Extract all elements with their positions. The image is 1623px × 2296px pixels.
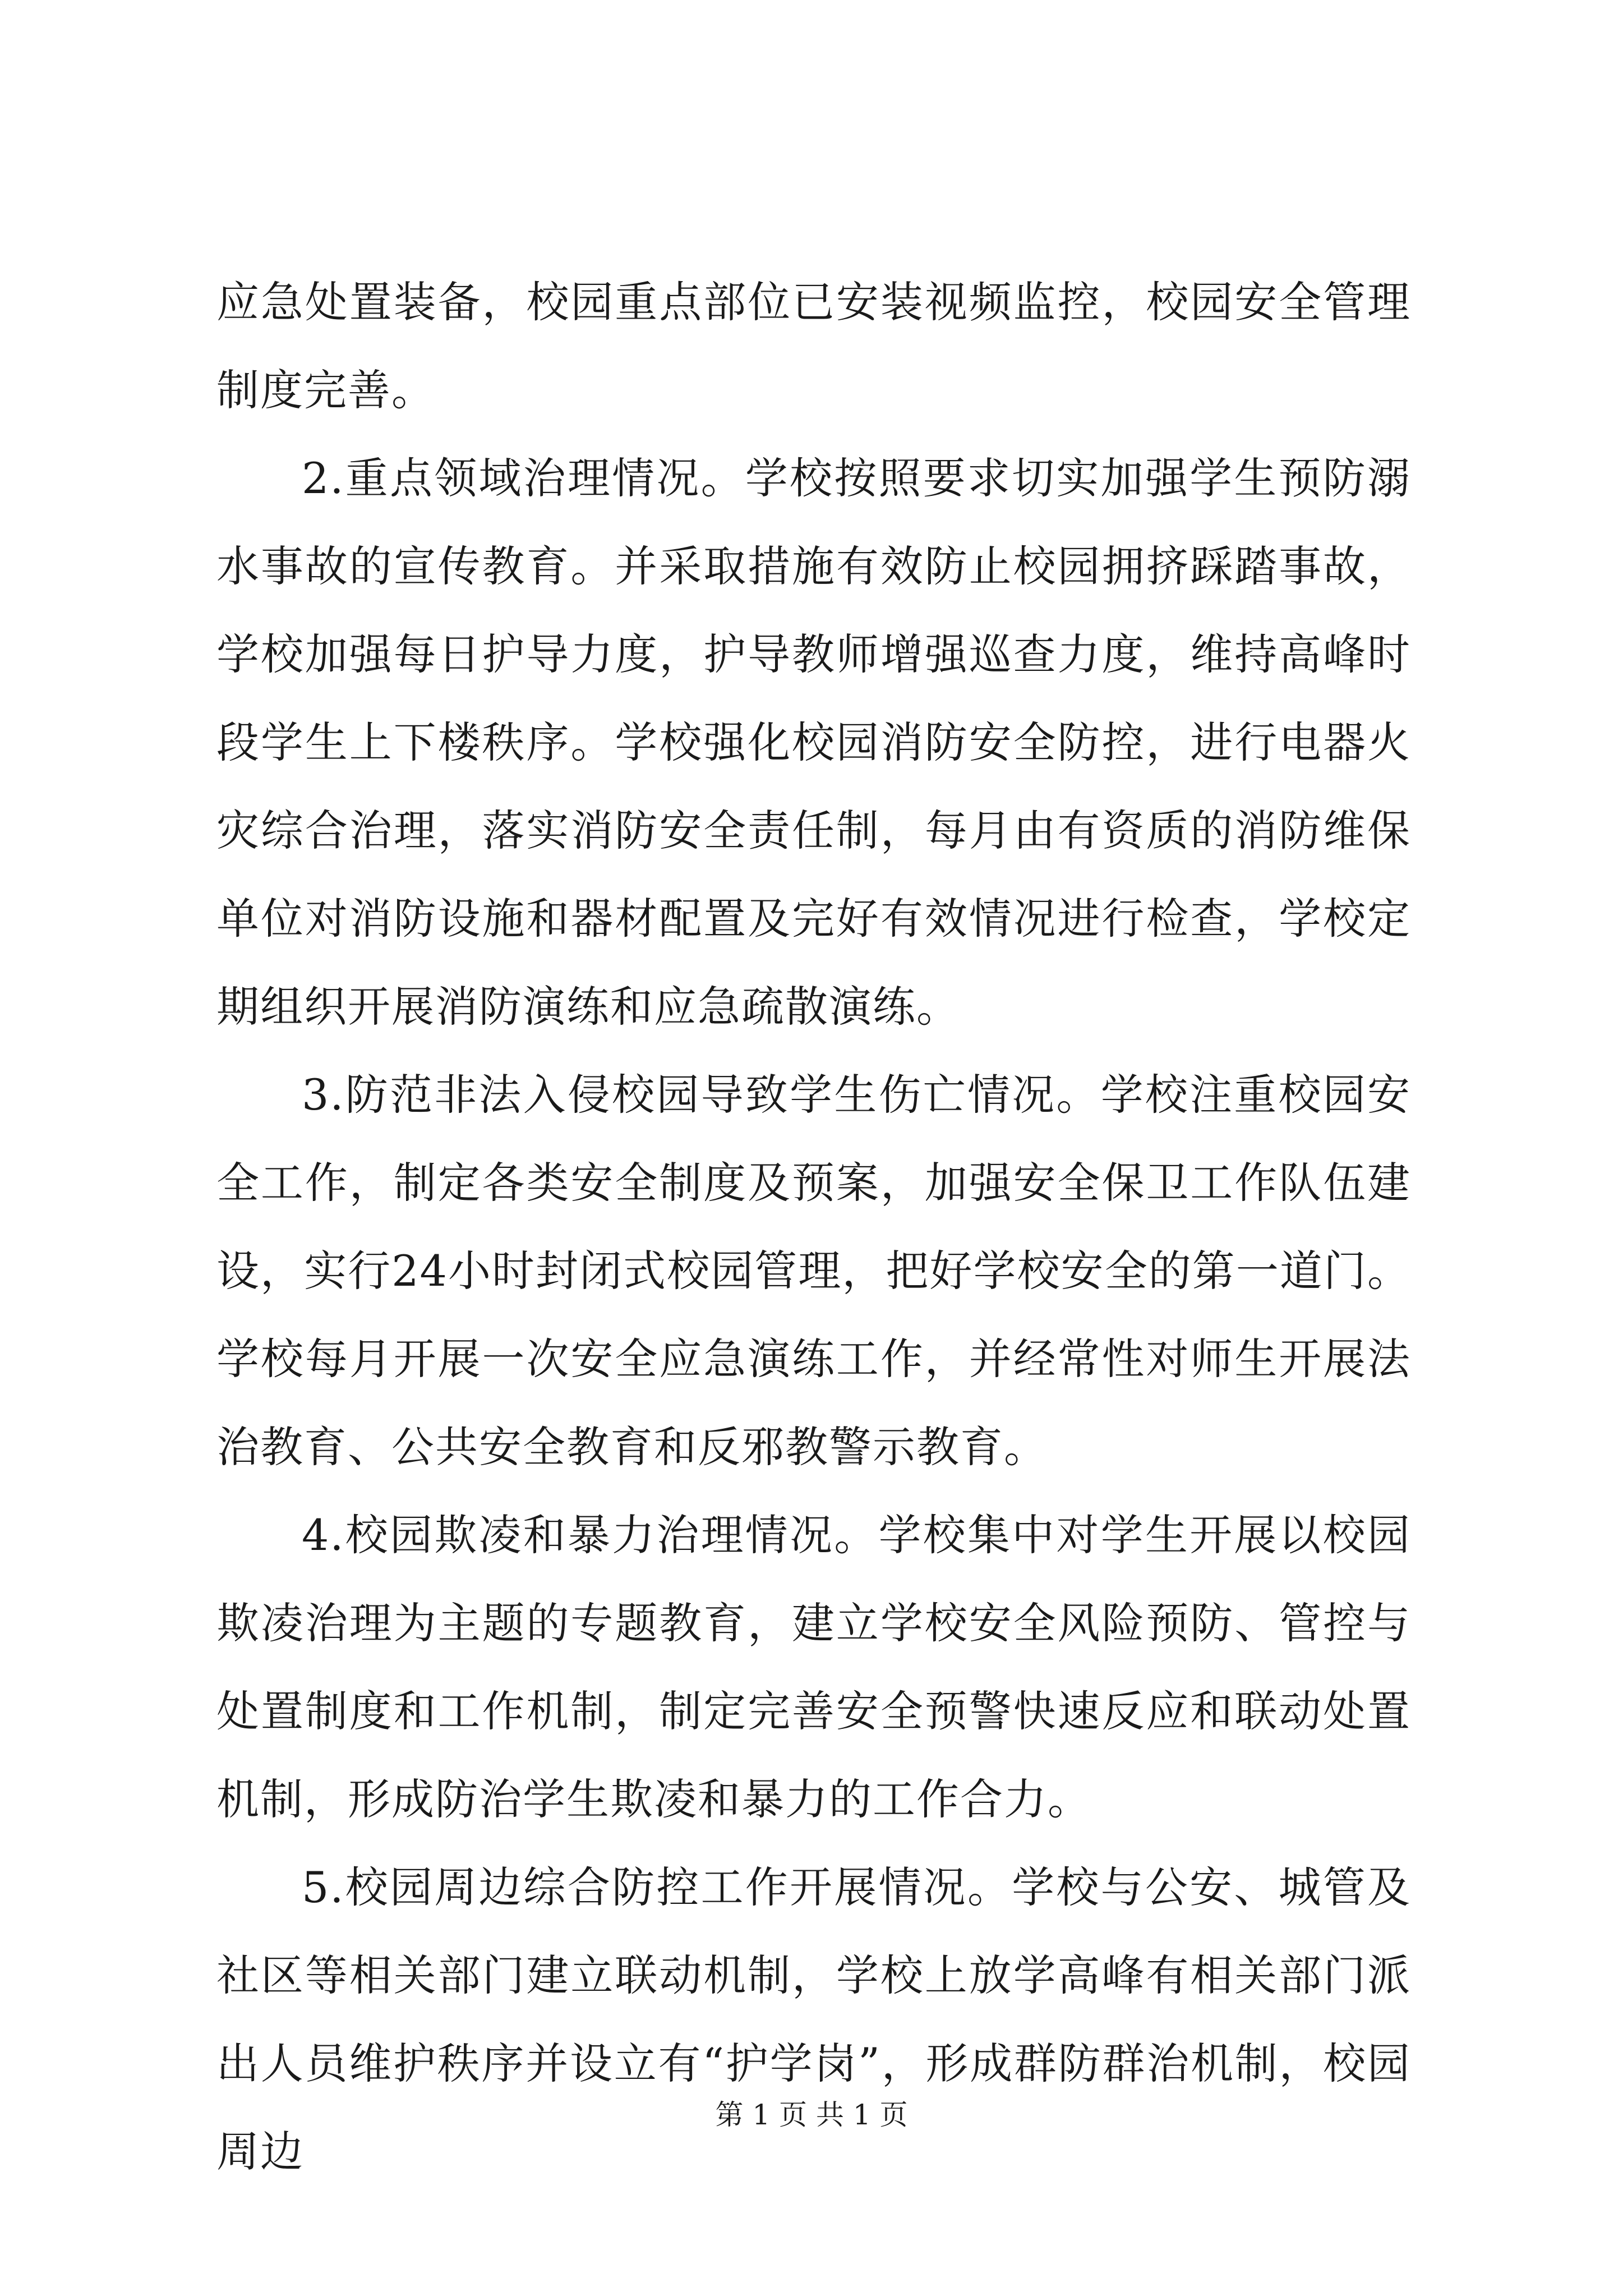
paragraph-key-areas: 2.重点领域治理情况。学校按照要求切实加强学生预防溺水事故的宣传教育。并采取措施有效防止校园拥挤踩踏事故，学校加强每日护导力度，护导教师增强巡查力度，维持高峰时段学生上下楼秩序。学校强化校园消防安全防控，进行电器火灾综合治理，落实消防安全责任制，每月由有资质的消防维保单位对消防设施和器材配置及完好有效情况进行检查，学校定期组织开展消防演练和应急疏散演练。 [216, 453, 1411, 1032]
page-footer: 第 1 页 共 1 页 [715, 2099, 908, 2131]
paragraph-intrusion-prevention: 3.防范非法入侵校园导致学生伤亡情况。学校注重校园安全工作，制定各类安全制度及预案，加强安全保卫工作队伍建设，实行24小时封闭式校园管理，把好学校安全的第一道门。学校每月开展一次安全应急演练工作，并经常性对师生开展法治教育、公共安全教育和反邪教警示教育。 [216, 1070, 1411, 1472]
paragraph-bullying-governance: 4.校园欺凌和暴力治理情况。学校集中对学生开展以校园欺凌治理为主题的专题教育，建立学校安全风险预防、管控与处置制度和工作机制，制定完善安全预警快速反应和联动处置机制，形成防治学生欺凌和暴力的工作合力。 [216, 1510, 1411, 1824]
paragraph-continuation: 应急处置装备，校园重点部位已安装视频监控，校园安全管理制度完善。 [216, 277, 1411, 415]
paragraph-surroundings-control: 5.校园周边综合防控工作开展情况。学校与公安、城管及社区等相关部门建立联动机制，学校上放学高峰有相关部门派出人员维护秩序并设立有“护学岗”，形成群防群治机制，校园周边 [216, 1862, 1411, 2177]
document-body [216, 258, 1411, 2196]
